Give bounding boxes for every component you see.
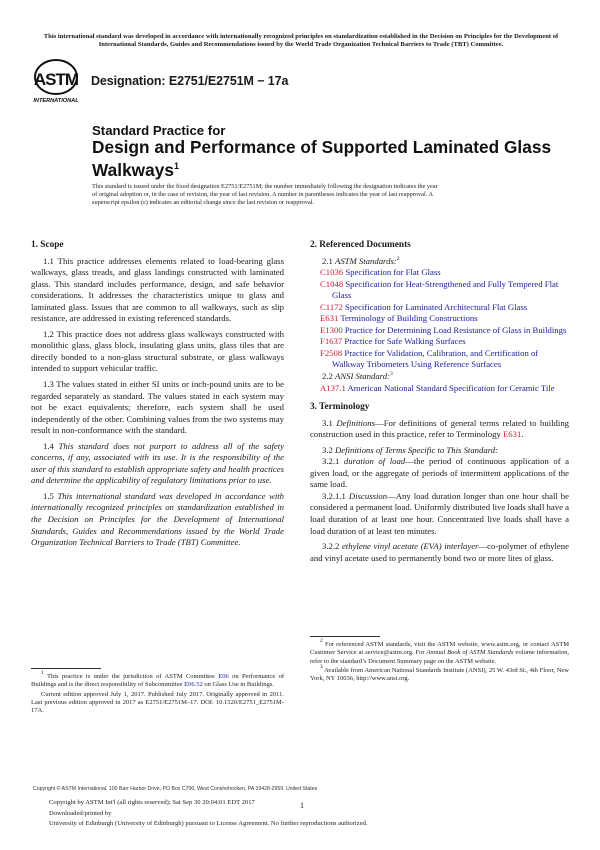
svg-text:INTERNATIONAL: INTERNATIONAL <box>33 98 79 104</box>
paragraph-1-3: 1.3 The values stated in either SI units or inch-pound units are to be regarded separately as standard. The values stated in each system may not be exact equivalents; therefore, each system shall be used independently of the other. Combining values from the two systems may result in non-conformance with the standard. <box>31 379 284 436</box>
footnote-3: $^3$ Available from American National Standards Institute (ANSI), 25 W. 43rd St., 4th Floor, New York, NY 10036, http://www.ansi.org. <box>310 663 569 683</box>
ref-f2508[interactable]: F2508 Practice for Validation, Calibration, and Certification of Walkway Tribometers Using Reference Surfaces <box>320 347 539 370</box>
footer-download-info: Copyright by ASTM Int'l (all rights reserved); Sat Sep 30 20:04:01 EDT 2017 Downloaded/printed by University of Edinburgh (University of Edinburgh) pursuant to License Agreement. No further reproductions authorized. <box>49 799 368 827</box>
paragraph-1-5: 1.5 This international standard was developed in accordance with internationally recognized principles on standardization established in the Decision on Principles for the Development of International Standards, Guides and Recommendations issued by the World Trade Organization Technical Barriers to Trade (TBT) Committee. <box>31 490 284 548</box>
astm-logo-icon <box>30 58 82 106</box>
ref-a137-1[interactable]: A137.1 American National Standard Specification for Ceramic Tile <box>320 382 555 393</box>
designation: Designation: E2751/E2751M − 17a <box>91 74 289 88</box>
paragraph-3-2: 3.2 Definitions of Terms Specific to This Standard: <box>322 444 499 455</box>
footnote-1-edition: Current edition approved July 1, 2017. Published July 2017. Originally approved in 2011. Last previous edition approved in 2017 as E2751/E2751M–17. DOI: 10.1520/E2751_E2751M-17A. <box>31 690 284 715</box>
paragraph-3-2-1: 3.2.1 duration of load—the period of continuous application of a given load, or the aggregate of periods of intermittent applications of the same load. <box>310 456 569 490</box>
page-number: 1 <box>300 801 304 810</box>
paragraph-3-2-2: 3.2.2 ethylene vinyl acetate (EVA) interlayer—co-polymer of ethylene and vinyl acetate used to permanently bond two or more lites of glass. <box>310 541 569 563</box>
ref-f1637[interactable]: F1637 Practice for Safe Walking Surfaces <box>320 336 466 347</box>
footnotes-right <box>310 638 570 684</box>
right-column <box>310 240 569 568</box>
tbt-notice: This international standard was developed in accordance with internationally recognized principles on standardization established in the Decision on Principles for the Development of International Standards, Guides and Recommendations issued by the World Trade Organization Technical Barriers to Trade (TBT) Committee. <box>43 33 559 49</box>
link-e06-52[interactable]: E06.52 <box>184 681 203 689</box>
astm-standards-label: 2.1 ASTM Standards:$^2$ <box>322 255 400 266</box>
paragraph-1-2: 1.2 This practice does not address glass walkways constructed with monolithic glass, glass block, insulating glass units, glass tiles that are directly bonded to a non-glass structural substrate, or glass walkways intended to support vehicular traffic. <box>31 328 284 374</box>
link-e631[interactable]: E631 <box>502 429 522 440</box>
ref-e631[interactable]: E631 Terminology of Building Constructions <box>320 313 478 324</box>
paragraph-1-4: 1.4 This standard does not purport to address all of the safety concerns, if any, associated with its use. It is the responsibility of the user of this standard to establish appropriate safety and health practices and determine the applicability of regulatory limitations prior to use. <box>31 440 285 486</box>
svg-text:ASTM: ASTM <box>33 70 79 89</box>
title-line-1: Design and Performance of Supported Laminated Glass <box>92 137 552 157</box>
footnote-2: $^2$ For referenced ASTM standards, visit the ASTM website, www.astm.org, or contact ASTM Customer Service at service@astm.org. For Annual Book of ASTM Standards volume information, refer to the standard’s Document Summary page on the ASTM website. <box>310 638 570 665</box>
document-title <box>92 123 551 180</box>
issued-note: This standard is issued under the fixed designation E2751/E2751M; the number immediately following the designation indicates the year of original adoption or, in the case of revision, the year of last revision. A number in parentheses indicates the year of last reapproval. A superscript epsilon (ε) indicates an editorial change since the last revision or reapproval. <box>92 183 438 207</box>
ref-c1172[interactable]: C1172 Specification for Laminated Architectural Flat Glass <box>320 301 528 312</box>
title-line-2: Walkways$^1$ <box>92 160 179 180</box>
paragraph-3-2-1-1: 3.2.1.1 Discussion—Any load duration longer than one hour shall be considered a permanent load. Uniformly distributed live loads shall have a load duration of at least one hour. Concentrated live loads shall have a load duration of at least ten minutes. <box>310 490 569 536</box>
ref-e1300[interactable]: E1300 Practice for Determining Load Resistance of Glass in Buildings <box>320 324 567 335</box>
paragraph-1-1: 1.1 This practice addresses elements related to load-bearing glass walkways, glass treads, and glass landings constructed with laminated glass. This standard includes performance, design, and safe behavior considerations. It addresses the characteristics unique to glass and laminated glass. Issues that are common to all walkways, such as slip resistance, are addressed in existing referenced standards. <box>31 255 284 324</box>
link-e06[interactable]: E06 <box>218 673 229 680</box>
paragraph-3-1: 3.1 Definitions—For definitions of general terms related to building construction used in this practice, refer to Terminology E631. <box>310 417 570 440</box>
footnotes-left <box>31 670 284 716</box>
footer-copyright: Copyright © ASTM International, 100 Barr Harbor Drive, PO Box C700, West Conshohocken, PA 19428-2959. United States <box>33 786 318 792</box>
ansi-standard-label: 2.2 ANSI Standard:$^3$ <box>322 371 393 382</box>
title-footnote-mark[interactable]: 1 <box>173 161 179 171</box>
ref-c1048[interactable]: C1048 Specification for Heat-Strengthened and Fully Tempered Flat Glass <box>320 278 559 301</box>
footnote-1: $^1$ This practice is under the jurisdiction of ASTM Committee E06 on Performance of Buildings and is the direct responsibility of Subcommittee E06.52 on Glass Use in Buildings. <box>31 670 284 689</box>
section-heading-scope: 1. Scope <box>31 240 64 250</box>
section-heading-terminology: 3. Terminology <box>310 402 370 413</box>
ref-c1036[interactable]: C1036 Specification for Flat Glass <box>320 267 441 278</box>
footnote-divider-left <box>31 668 101 669</box>
section-heading-referenced: 2. Referenced Documents <box>310 240 411 250</box>
left-column <box>31 240 284 553</box>
footnote-divider-right <box>310 636 380 637</box>
title-prefix: Standard Practice for <box>92 123 226 138</box>
